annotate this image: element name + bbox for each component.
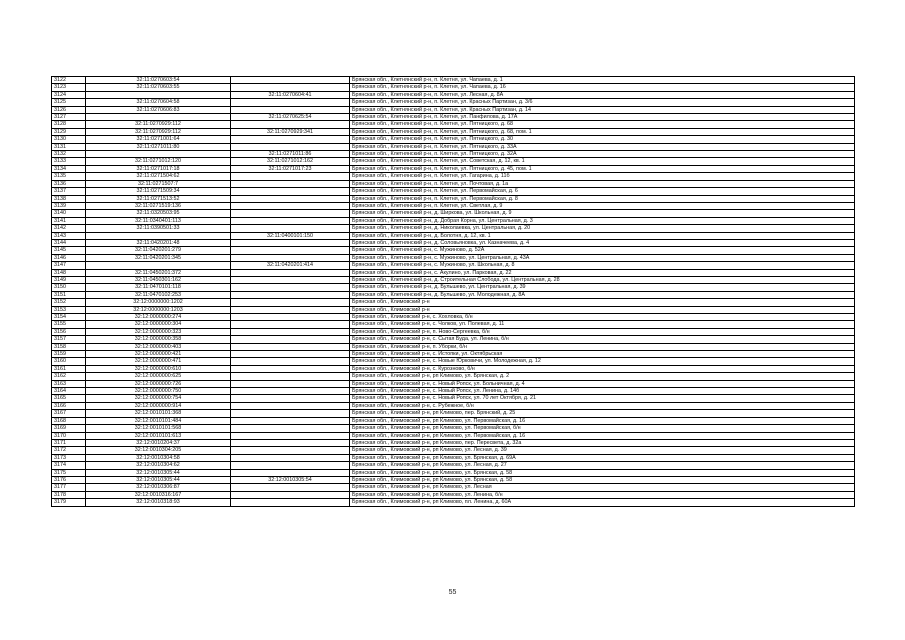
row-number-cell: 3178 — [52, 491, 86, 498]
cadastral-number-cell: 32:12:0010101:368 — [86, 410, 231, 417]
row-number-cell: 3135 — [52, 173, 86, 180]
address-cell: Брянская обл., Клетнянский р-н, п. Клетня, ул. Чапаева, д. 1 — [350, 77, 855, 84]
table-row — [52, 158, 855, 165]
address-cell: Брянская обл., Клетнянский р-н, п. Клетня, ул. Советская, д. 12, кв. 1 — [350, 158, 855, 165]
table-row — [52, 328, 855, 335]
address-cell: Брянская обл., Климовский р-н, рп Климово, ул. Ленина, б/н — [350, 491, 855, 498]
cadastral-number-cell: 32:11:0271507:7 — [86, 180, 231, 187]
cadastral-number-cell: 32:12:0010305:44 — [86, 469, 231, 476]
object-number-cell — [231, 99, 350, 106]
registry-table — [51, 76, 855, 507]
object-number-cell: 32:11:0400101:150 — [231, 232, 350, 239]
table-row — [52, 351, 855, 358]
row-number-cell: 3143 — [52, 232, 86, 239]
object-number-cell — [231, 254, 350, 261]
row-number-cell: 3159 — [52, 351, 86, 358]
table-row — [52, 173, 855, 180]
cadastral-number-cell: 32:12:0000000:726 — [86, 380, 231, 387]
row-number-cell: 3155 — [52, 321, 86, 328]
cadastral-number-cell: 32:11:0470102:253 — [86, 291, 231, 298]
cadastral-number-cell: 32:11:0420201:345 — [86, 254, 231, 261]
address-cell: Брянская обл., Клетнянский р-н, д. Бульшево, ул. Молодежная, д. 8А — [350, 291, 855, 298]
table-row — [52, 84, 855, 91]
row-number-cell: 3152 — [52, 299, 86, 306]
object-number-cell — [231, 336, 350, 343]
object-number-cell: 32:11:0271017:23 — [231, 165, 350, 172]
object-number-cell — [231, 210, 350, 217]
object-number-cell — [231, 425, 350, 432]
table-row — [52, 299, 855, 306]
address-cell: Брянская обл., Климовский р-н, рп Климово, ул. Первомайская, д. 16 — [350, 432, 855, 439]
address-cell: Брянская обл., Клетнянский р-н, п. Клетня, ул. Лесная, д. 8А — [350, 91, 855, 98]
object-number-cell — [231, 402, 350, 409]
address-cell: Брянская обл., Клетнянский р-н, д. Строительная Слобода, ул. Центральная, д. 28 — [350, 276, 855, 283]
cadastral-number-cell: 32:12:0000000:421 — [86, 351, 231, 358]
cadastral-number-cell: 32:11:0390501:33 — [86, 225, 231, 232]
cadastral-number-cell: 32:12:0010318:93 — [86, 499, 231, 506]
row-number-cell: 3176 — [52, 476, 86, 483]
address-cell: Брянская обл., Клетнянский р-н, п. Клетня, ул. Пятницкого, д. 30 — [350, 136, 855, 143]
row-number-cell: 3174 — [52, 462, 86, 469]
row-number-cell: 3171 — [52, 439, 86, 446]
address-cell: Брянская обл., Клетнянский р-н, п. Клетня, ул. Пятницкого, д. 68, пом. 1 — [350, 128, 855, 135]
object-number-cell — [231, 373, 350, 380]
table-row — [52, 136, 855, 143]
table-row — [52, 365, 855, 372]
object-number-cell — [231, 239, 350, 246]
address-cell: Брянская обл., Клетнянский р-н, п. Клетня, ул. Гагарина, д. 11б — [350, 173, 855, 180]
table-row — [52, 358, 855, 365]
cadastral-number-cell: 32:12:0000000:754 — [86, 395, 231, 402]
object-number-cell — [231, 195, 350, 202]
object-number-cell — [231, 499, 350, 506]
table-row — [52, 417, 855, 424]
object-number-cell — [231, 180, 350, 187]
cadastral-number-cell: 32:11:0270606:83 — [86, 106, 231, 113]
table-row — [52, 462, 855, 469]
row-number-cell: 3164 — [52, 388, 86, 395]
address-cell: Брянская обл., Климовский р-н, рп Климово, ул. Первомайская, д. 16 — [350, 417, 855, 424]
object-number-cell — [231, 284, 350, 291]
address-cell: Брянская обл., Климовский р-н, с. Чолков, ул. Полевая, д. 11 — [350, 321, 855, 328]
address-cell: Брянская обл., Клетнянский р-н, д. Николаевка, ул. Центральная, д. 20 — [350, 225, 855, 232]
cadastral-number-cell — [86, 232, 231, 239]
table-row — [52, 106, 855, 113]
row-number-cell: 3158 — [52, 343, 86, 350]
object-number-cell — [231, 77, 350, 84]
cadastral-number-cell: 32:12:0010101:484 — [86, 417, 231, 424]
object-number-cell — [231, 173, 350, 180]
address-cell: Брянская обл., Климовский р-н, с. Новый Ропск, ул. Ленина, д. 14б — [350, 388, 855, 395]
cadastral-number-cell — [86, 151, 231, 158]
cadastral-number-cell: 32:11:0271513:52 — [86, 195, 231, 202]
address-cell: Брянская обл., Клетнянский р-н, с. Акулино, ул. Парковая, д. 22 — [350, 269, 855, 276]
object-number-cell — [231, 410, 350, 417]
row-number-cell: 3146 — [52, 254, 86, 261]
table-row — [52, 247, 855, 254]
cadastral-number-cell: 32:11:0271012:120 — [86, 158, 231, 165]
address-cell: Брянская обл., Клетнянский р-н, д. Болотня, д. 12, кв. 1 — [350, 232, 855, 239]
cadastral-number-cell: 32:12:0010304:205 — [86, 447, 231, 454]
cadastral-number-cell: 32:11:0270603:55 — [86, 84, 231, 91]
cadastral-number-cell — [86, 91, 231, 98]
object-number-cell — [231, 202, 350, 209]
cadastral-number-cell: 32:11:0271017:18 — [86, 165, 231, 172]
table-row — [52, 143, 855, 150]
table-row — [52, 165, 855, 172]
address-cell: Брянская обл., Климовский р-н, рп Климово, пер. Пересвета, д. 32а — [350, 439, 855, 446]
table-row — [52, 476, 855, 483]
table-row — [52, 499, 855, 506]
table-row — [52, 410, 855, 417]
cadastral-number-cell: 32:12:0010204:37 — [86, 439, 231, 446]
object-number-cell — [231, 439, 350, 446]
cadastral-number-cell: 32:11:0270929:112 — [86, 128, 231, 135]
object-number-cell — [231, 447, 350, 454]
address-cell: Брянская обл., Клетнянский р-н, д. Соловьяновка, ул. Казначеева, д. 4 — [350, 239, 855, 246]
object-number-cell — [231, 484, 350, 491]
object-number-cell — [231, 343, 350, 350]
row-number-cell: 3130 — [52, 136, 86, 143]
table-row — [52, 380, 855, 387]
cadastral-number-cell: 32:12:0000000:914 — [86, 402, 231, 409]
row-number-cell: 3128 — [52, 121, 86, 128]
address-cell: Брянская обл., Климовский р-н, рп Климово, пл. Ленина, д. 60А — [350, 499, 855, 506]
row-number-cell: 3122 — [52, 77, 86, 84]
address-cell: Брянская обл., Клетнянский р-н, с. Мужиново, ул. Центральная, д. 43А — [350, 254, 855, 261]
cadastral-number-cell: 32:11:0420201:279 — [86, 247, 231, 254]
table-row — [52, 121, 855, 128]
row-number-cell: 3170 — [52, 432, 86, 439]
table-row — [52, 202, 855, 209]
object-number-cell: 32:11:0271012:162 — [231, 158, 350, 165]
table-row — [52, 388, 855, 395]
cadastral-number-cell: 32:11:0320503:95 — [86, 210, 231, 217]
table-row — [52, 276, 855, 283]
page-number: 55 — [448, 589, 457, 596]
row-number-cell: 3139 — [52, 202, 86, 209]
address-cell: Брянская обл., Клетнянский р-н, д. Бульшево, ул. Центральная, д. 39 — [350, 284, 855, 291]
table-row — [52, 77, 855, 84]
cadastral-number-cell: 32:12:0010101:568 — [86, 425, 231, 432]
row-number-cell: 3133 — [52, 158, 86, 165]
address-cell: Брянская обл., Климовский р-н, с. Хохловка, б/н — [350, 314, 855, 321]
row-number-cell: 3160 — [52, 358, 86, 365]
object-number-cell — [231, 321, 350, 328]
address-cell: Брянская обл., Климовский р-н, с. Новый Ропск, ул. Больничная, д. 4 — [350, 380, 855, 387]
table-row — [52, 447, 855, 454]
table-row — [52, 291, 855, 298]
object-number-cell — [231, 188, 350, 195]
address-cell: Брянская обл., Клетнянский р-н, д. Ширкова, ул. Школьная, д. 9 — [350, 210, 855, 217]
row-number-cell: 3177 — [52, 484, 86, 491]
cadastral-number-cell: 32:11:0271504:62 — [86, 173, 231, 180]
cadastral-number-cell: 32:12:0000000:610 — [86, 365, 231, 372]
row-number-cell: 3156 — [52, 328, 86, 335]
table-row — [52, 432, 855, 439]
cadastral-number-cell: 32:11:0271011:80 — [86, 143, 231, 150]
object-number-cell — [231, 395, 350, 402]
row-number-cell: 3150 — [52, 284, 86, 291]
cadastral-number-cell: 32:11:0270929:112 — [86, 121, 231, 128]
row-number-cell: 3132 — [52, 151, 86, 158]
object-number-cell — [231, 121, 350, 128]
table-row — [52, 180, 855, 187]
object-number-cell — [231, 469, 350, 476]
table-row — [52, 321, 855, 328]
cadastral-number-cell: 32:11:0450301:162 — [86, 276, 231, 283]
row-number-cell: 3127 — [52, 114, 86, 121]
row-number-cell: 3123 — [52, 84, 86, 91]
table-row — [52, 454, 855, 461]
address-cell: Брянская обл., Климовский р-н, рп Климово, ул. Лесная — [350, 484, 855, 491]
table-row — [52, 484, 855, 491]
object-number-cell — [231, 314, 350, 321]
address-cell: Брянская обл., Климовский р-н, рп Климово, ул. Лесная, д. 39 — [350, 447, 855, 454]
object-number-cell: 32:11:0271011:86 — [231, 151, 350, 158]
object-number-cell — [231, 432, 350, 439]
cadastral-number-cell: 32:12:0000000:1203 — [86, 306, 231, 313]
address-cell: Брянская обл., Клетнянский р-н, п. Клетня, ул. Пятницкого, д. 45, пом. 1 — [350, 165, 855, 172]
cadastral-number-cell: 32:11:0270603:54 — [86, 77, 231, 84]
row-number-cell: 3173 — [52, 454, 86, 461]
address-cell: Брянская обл., Клетнянский р-н, п. Клетня, ул. Пятницкого, д. 68 — [350, 121, 855, 128]
table-row — [52, 425, 855, 432]
object-number-cell — [231, 462, 350, 469]
row-number-cell: 3179 — [52, 499, 86, 506]
row-number-cell: 3147 — [52, 262, 86, 269]
cadastral-number-cell: 32:12:0010316:167 — [86, 491, 231, 498]
cadastral-number-cell: 32:12:0000000:750 — [86, 388, 231, 395]
address-cell: Брянская обл., Клетнянский р-н, п. Клетня, ул. Первомайская, д. 8 — [350, 195, 855, 202]
table-row — [52, 195, 855, 202]
row-number-cell: 3166 — [52, 402, 86, 409]
row-number-cell: 3168 — [52, 417, 86, 424]
address-cell: Брянская обл., Клетнянский р-н, п. Клетня, ул. Почтовая, д. 1а — [350, 180, 855, 187]
cadastral-number-cell: 32:11:0450201:372 — [86, 269, 231, 276]
object-number-cell — [231, 291, 350, 298]
row-number-cell: 3141 — [52, 217, 86, 224]
address-cell: Брянская обл., Клетнянский р-н, д. Добрая Корна, ул. Центральная, д. 3 — [350, 217, 855, 224]
object-number-cell: 32:11:0270604:41 — [231, 91, 350, 98]
cadastral-number-cell: 32:11:0470101:118 — [86, 284, 231, 291]
table-row — [52, 210, 855, 217]
row-number-cell: 3137 — [52, 188, 86, 195]
object-number-cell — [231, 351, 350, 358]
cadastral-number-cell: 32:11:0271001:64 — [86, 136, 231, 143]
table-row — [52, 343, 855, 350]
object-number-cell — [231, 388, 350, 395]
address-cell: Брянская обл., Климовский р-н, рп Климово, ул. Лесная, д. 27 — [350, 462, 855, 469]
row-number-cell: 3140 — [52, 210, 86, 217]
cadastral-number-cell: 32:11:0340401:113 — [86, 217, 231, 224]
object-number-cell: 32:11:0270625:54 — [231, 114, 350, 121]
address-cell: Брянская обл., Климовский р-н — [350, 299, 855, 306]
address-cell: Брянская обл., Клетнянский р-н, п. Клетня, ул. Пятницкого, д. 33А — [350, 143, 855, 150]
address-cell: Брянская обл., Климовский р-н, п. Уборки, б/н — [350, 343, 855, 350]
object-number-cell — [231, 106, 350, 113]
cadastral-number-cell: 32:12:0010305:44 — [86, 476, 231, 483]
cadastral-number-cell: 32:11:0270604:58 — [86, 99, 231, 106]
row-number-cell: 3167 — [52, 410, 86, 417]
row-number-cell: 3165 — [52, 395, 86, 402]
row-number-cell: 3172 — [52, 447, 86, 454]
cadastral-number-cell: 32:12:0000000:1202 — [86, 299, 231, 306]
address-cell: Брянская обл., Климовский р-н, с. Курозново, б/н — [350, 365, 855, 372]
table-row — [52, 128, 855, 135]
table-row — [52, 439, 855, 446]
table-row — [52, 254, 855, 261]
object-number-cell — [231, 417, 350, 424]
address-cell: Брянская обл., Клетнянский р-н, с. Мужиново, ул. Школьная, д. 8 — [350, 262, 855, 269]
row-number-cell: 3163 — [52, 380, 86, 387]
row-number-cell: 3131 — [52, 143, 86, 150]
row-number-cell: 3149 — [52, 276, 86, 283]
object-number-cell — [231, 225, 350, 232]
address-cell: Брянская обл., Клетнянский р-н, с. Мужиново, д. 52А — [350, 247, 855, 254]
table-row — [52, 373, 855, 380]
table-row — [52, 239, 855, 246]
table-row — [52, 402, 855, 409]
cadastral-number-cell: 32:12:0000000:471 — [86, 358, 231, 365]
cadastral-number-cell: 32:11:0271519:136 — [86, 202, 231, 209]
row-number-cell: 3126 — [52, 106, 86, 113]
row-number-cell: 3169 — [52, 425, 86, 432]
cadastral-number-cell — [86, 262, 231, 269]
row-number-cell: 3162 — [52, 373, 86, 380]
address-cell: Брянская обл., Климовский р-н, с. Истопки, ул. Октябрьская — [350, 351, 855, 358]
cadastral-number-cell: 32:12:0010101:613 — [86, 432, 231, 439]
object-number-cell — [231, 276, 350, 283]
row-number-cell: 3145 — [52, 247, 86, 254]
table-row — [52, 284, 855, 291]
row-number-cell: 3124 — [52, 91, 86, 98]
row-number-cell: 3154 — [52, 314, 86, 321]
row-number-cell: 3148 — [52, 269, 86, 276]
row-number-cell: 3129 — [52, 128, 86, 135]
cadastral-number-cell: 32:11:0420201:48 — [86, 239, 231, 246]
object-number-cell — [231, 358, 350, 365]
object-number-cell — [231, 306, 350, 313]
object-number-cell — [231, 136, 350, 143]
cadastral-number-cell: 32:12:0000000:403 — [86, 343, 231, 350]
address-cell: Брянская обл., Климовский р-н, рп Климово, ул. Брянская, д. 58 — [350, 476, 855, 483]
object-number-cell — [231, 365, 350, 372]
address-cell: Брянская обл., Климовский р-н — [350, 306, 855, 313]
object-number-cell: 32:12:0010305:54 — [231, 476, 350, 483]
cadastral-number-cell: 32:12:0010306:87 — [86, 484, 231, 491]
address-cell: Брянская обл., Климовский р-н, с. Сытая Буда, ул. Ленина, б/н — [350, 336, 855, 343]
address-cell: Брянская обл., Климовский р-н, рп Климово, ул. Брянская, д. 58 — [350, 469, 855, 476]
object-number-cell — [231, 380, 350, 387]
table-row — [52, 314, 855, 321]
cadastral-number-cell — [86, 114, 231, 121]
table-row — [52, 217, 855, 224]
cadastral-number-cell: 32:12:0010304:58 — [86, 454, 231, 461]
address-cell: Брянская обл., Климовский р-н, с. Рубежное, б/н — [350, 402, 855, 409]
address-cell: Брянская обл., Климовский р-н, рп Климово, ул. Первомайская, б/н — [350, 425, 855, 432]
table-row — [52, 225, 855, 232]
table-row — [52, 395, 855, 402]
object-number-cell — [231, 491, 350, 498]
table-row — [52, 269, 855, 276]
row-number-cell: 3136 — [52, 180, 86, 187]
table-row — [52, 262, 855, 269]
table-row — [52, 99, 855, 106]
row-number-cell: 3138 — [52, 195, 86, 202]
object-number-cell — [231, 247, 350, 254]
address-cell: Брянская обл., Клетнянский р-н, п. Клетня, ул. Красных Партизан, д. 3/6 — [350, 99, 855, 106]
address-cell: Брянская обл., Клетнянский р-н, п. Клетня, ул. Пятницкого, д. 32А — [350, 151, 855, 158]
address-cell: Брянская обл., Клетнянский р-н, п. Клетня, ул. Светлая, д. 9 — [350, 202, 855, 209]
row-number-cell: 3161 — [52, 365, 86, 372]
address-cell: Брянская обл., Климовский р-н, рп Климово, ул. Брянская, д. 2 — [350, 373, 855, 380]
table-row — [52, 306, 855, 313]
object-number-cell — [231, 217, 350, 224]
table-row — [52, 188, 855, 195]
table-row — [52, 336, 855, 343]
cadastral-number-cell: 32:12:0000000:358 — [86, 336, 231, 343]
object-number-cell — [231, 454, 350, 461]
table-row — [52, 469, 855, 476]
row-number-cell: 3157 — [52, 336, 86, 343]
object-number-cell — [231, 143, 350, 150]
table-row — [52, 151, 855, 158]
address-cell: Брянская обл., Клетнянский р-н, п. Клетня, ул. Первомайская, д. 6 — [350, 188, 855, 195]
row-number-cell: 3175 — [52, 469, 86, 476]
address-cell: Брянская обл., Клетнянский р-н, п. Клетня, ул. Чапаева, д. 16 — [350, 84, 855, 91]
table-row — [52, 91, 855, 98]
address-cell: Брянская обл., Климовский р-н, рп Климово, пер. Брянский, д. 25 — [350, 410, 855, 417]
object-number-cell — [231, 299, 350, 306]
row-number-cell: 3134 — [52, 165, 86, 172]
row-number-cell: 3151 — [52, 291, 86, 298]
object-number-cell — [231, 328, 350, 335]
object-number-cell: 32:11:0420201:414 — [231, 262, 350, 269]
row-number-cell: 3125 — [52, 99, 86, 106]
address-cell: Брянская обл., Климовский р-н, п. Ново-Сергеевка, б/н — [350, 328, 855, 335]
address-cell: Брянская обл., Климовский р-н, рп Климово, ул. Брянская, д. 69А — [350, 454, 855, 461]
address-cell: Брянская обл., Климовский р-н, с. Новый Ропск, ул. 70 лет Октября, д. 21 — [350, 395, 855, 402]
object-number-cell — [231, 269, 350, 276]
row-number-cell: 3153 — [52, 306, 86, 313]
cadastral-number-cell: 32:12:0000000:625 — [86, 373, 231, 380]
table-row — [52, 114, 855, 121]
object-number-cell — [231, 84, 350, 91]
table-row — [52, 491, 855, 498]
object-number-cell: 32:11:0270929:341 — [231, 128, 350, 135]
cadastral-number-cell: 32:12:0000000:323 — [86, 328, 231, 335]
cadastral-number-cell: 32:11:0271509:34 — [86, 188, 231, 195]
registry-table-body — [52, 77, 855, 507]
cadastral-number-cell: 32:12:0000000:304 — [86, 321, 231, 328]
address-cell: Брянская обл., Климовский р-н, с. Новые Юрковичи, ул. Молодежная, д. 12 — [350, 358, 855, 365]
row-number-cell: 3142 — [52, 225, 86, 232]
row-number-cell: 3144 — [52, 239, 86, 246]
address-cell: Брянская обл., Клетнянский р-н, п. Клетня, ул. Панфилова, д. 17А — [350, 114, 855, 121]
address-cell: Брянская обл., Клетнянский р-н, п. Клетня, ул. Красных Партизан, д. 14 — [350, 106, 855, 113]
cadastral-number-cell: 32:12:0010304:62 — [86, 462, 231, 469]
table-row — [52, 232, 855, 239]
cadastral-number-cell: 32:12:0000000:274 — [86, 314, 231, 321]
